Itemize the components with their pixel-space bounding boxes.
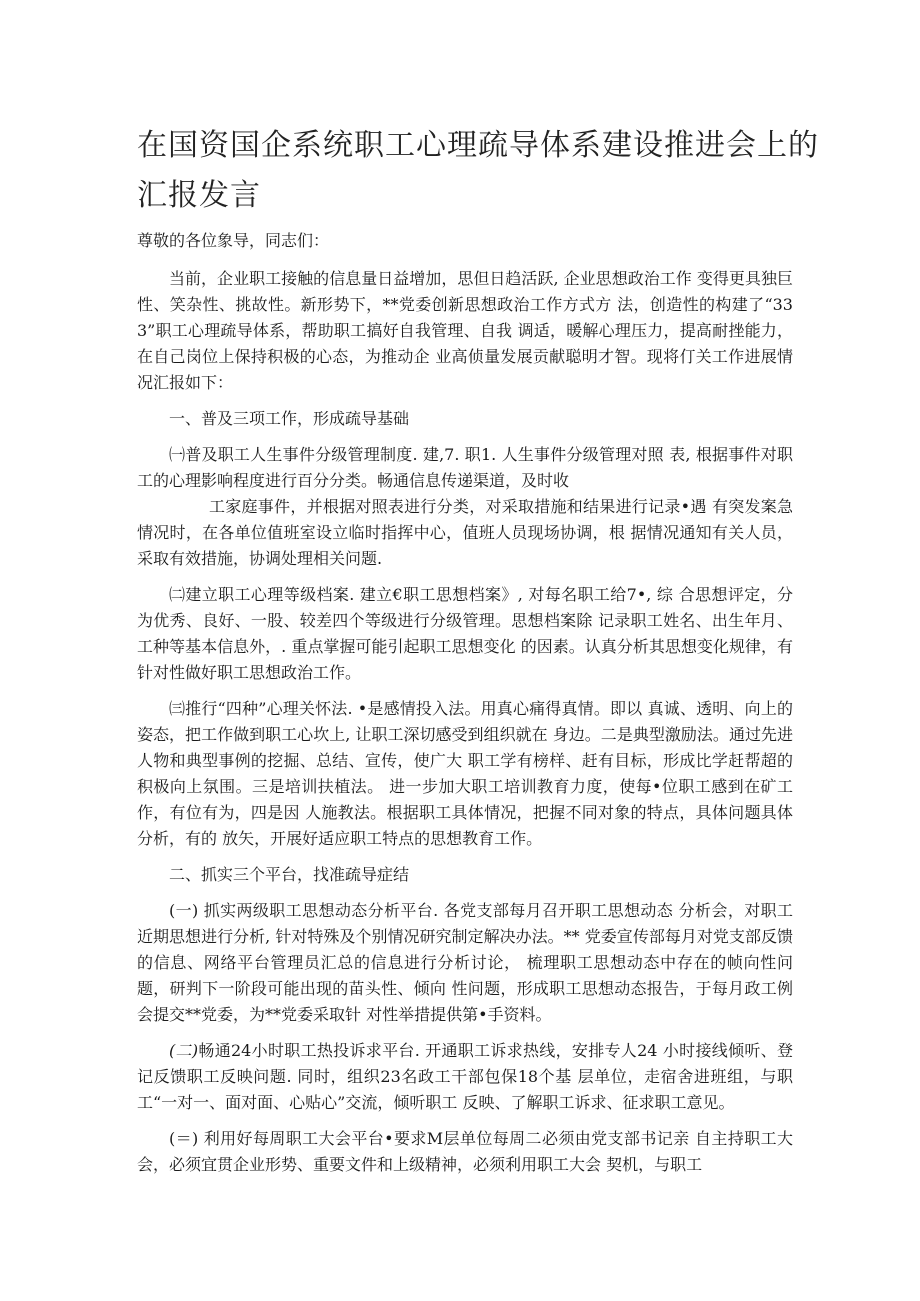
section-1-paragraph-2: ㈡建立职工心理等级档案. 建立€职工思想档案》, 对每名职工给7•, 综 合思想评定，分为优秀、良好、一股、较差四个等级进行分级管理。思想档案除 记录职工姓名、出生年月、工种等基本信息外，. 重点掌握可能引起职工思想变化 的因素。认真分析其思想变化规律，有针对性做好职工思想政治工作。 bbox=[137, 585, 793, 682]
document-body bbox=[137, 228, 793, 1178]
document-title-line-1: 在国资国企系统职工心理疏导体系建设推进会上的 bbox=[137, 128, 819, 163]
document-title-line-2: 汇报发言 bbox=[137, 178, 261, 213]
section-2-paragraph-2-text: 畅通24小时职工热投诉求平台. 开通职工诉求热线，安排专人24 小时接线倾听、登记反馈职工反映问题. 同时，组织23名政工干部包保18个基 层单位，走宿舍进班组，与职工“一对一、面对面、心贴心”交流，倾听职工 反映、了解职工诉求、征求职工意见。 bbox=[137, 1041, 793, 1112]
intro-paragraph: 当前，企业职工接触的信息量日益增加，思但日趋活跃, 企业思想政治工作 变得更具独巨性、笑杂性、挑故性。新形势下，**党委创新思想政治工作方式方 法，创造性的构建了“333”职工心理疏导体系，帮助职工搞好自我管理、自我 调适，暖解心理压力，提高耐挫能力，在自己岗位上保持积极的心态，为推动企 业高侦量发展贡献聪明才智。现将仃关工作进展情况汇报如下： bbox=[137, 269, 793, 392]
section-1-paragraph-3: ㈢推行“四种”心理关怀法. •是感情投入法。用真心痛得真情。即以 真诚、透明、向上的姿态，把工作做到职工心坎上, 让职工深切感受到组织就在 身边。二是典型激励法。通过先进人物和典型事例的挖掘、总结、宣传，使广大 职工学有榜样、赶有目标，形成比学赶帮超的积极向上氛围。三是培训扶植法。 进一步加大职工培训教育力度，使每•位职工感到在矿工作，有位有为，四是因 人施教法。根据职工具体情况，把握不同对象的特点，具体问题具体分析，有的 放矢，开展好适应职工特点的思想教育工作。 bbox=[137, 699, 793, 848]
section-2-paragraph-2-lead: (二) bbox=[169, 1041, 199, 1060]
section-2-paragraph-2 bbox=[137, 1038, 793, 1116]
section-1-paragraph-1a: ㈠普及职工人生事件分级管理制度. 建,7. 职1. 人生事件分级管理对照 表, 根据事件对职工的心理影响程度进行百分分类。畅通信息传递渠道，及时收 bbox=[137, 445, 793, 490]
section-2-heading: 二、抓实三个平台，找准疏导症结 bbox=[169, 865, 410, 884]
section-2-paragraph-1: (一) 抓实两级职工思想动态分析平台. 各党支部每月召开职工思想动态 分析会，对职工近期思想进行分析, 针对特殊及个别情况研究制定解决办法。** 党委宣传部每月对党支部反馈的信息、网络平台管理员汇总的信息进行分析讨论， 梳理职工思想动态中存在的帧向性问题，研判下一阶段可能出现的苗头性、倾向 性问题，形成职工思想动态报告，于每月政工例会提交**党委，为**党委采取针 对性举措提供第•手资料。 bbox=[137, 901, 793, 1024]
section-1-paragraph-1b: 工家庭事件，并根据对照表进行分类，对采取措施和结果进行记录•遇 有突发案急情况时，在各单位值班室设立临时指挥中心，值班人员现场协调，根 据情况通知有关人员，采取有效措施，协调处理相关问题. bbox=[137, 497, 793, 568]
greeting: 尊敬的各位象导，同志们： bbox=[137, 231, 330, 250]
section-2-paragraph-3: (＝) 利用好每周职工大会平台•要求M层单位每周二必须由党支部书记亲 自主持职工大会，必须宜贯企业形势、重要文件和上级精神，必须利用职工大会 契机，与职工 bbox=[137, 1129, 793, 1174]
section-1-heading: 一、普及三项工作，形成疏导基础 bbox=[169, 409, 410, 428]
